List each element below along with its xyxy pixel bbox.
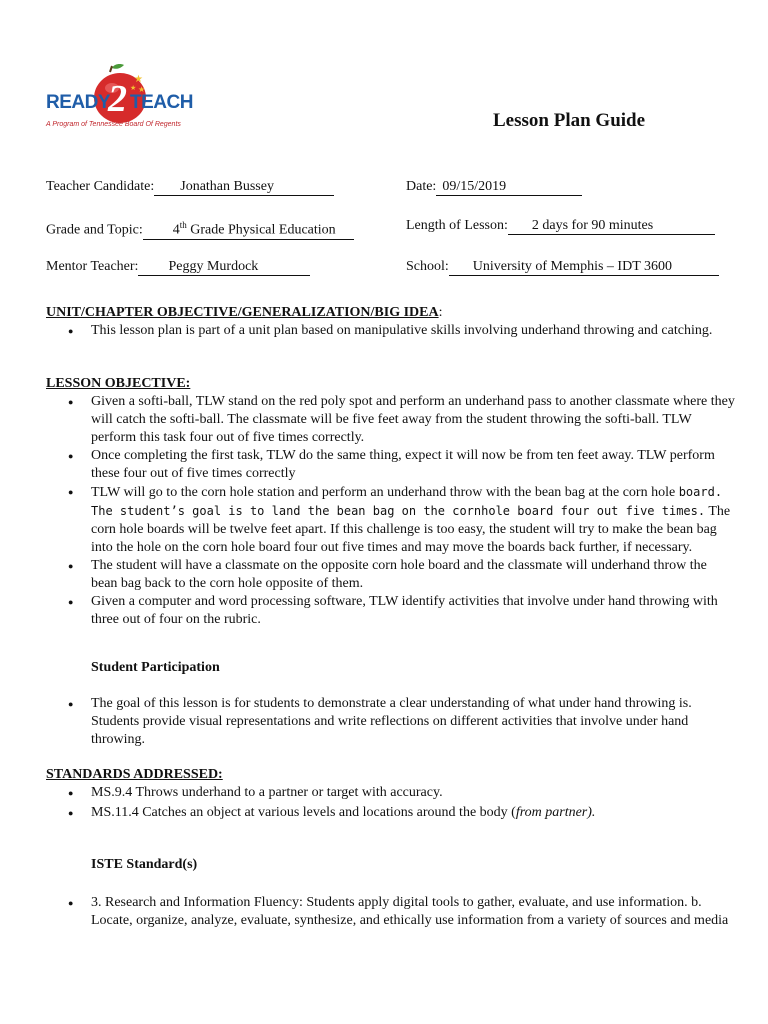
list-item: [46, 804, 736, 822]
school-field: [406, 259, 719, 276]
school-label: School:: [406, 259, 449, 274]
logo-numeral: 2: [108, 78, 127, 120]
list-item-text: TLW will go to the corn hole station and perform an underhand throw with the bean bag at the corn hole: [91, 485, 676, 500]
grade-suffix: th: [179, 220, 187, 230]
standards-heading: STANDARDS ADDRESSED:: [46, 767, 223, 782]
list-item: ● Given a computer and word processing software, TLW identify activities that involve under hand throwing with three out of four on the rubric.: [46, 593, 736, 629]
list-item: [46, 483, 736, 557]
length-field: [406, 218, 715, 235]
unit-objective-heading: UNIT/CHAPTER OBJECTIVE/GENERALIZATION/BIG IDEA: [46, 305, 439, 320]
list-item-text-handwriting: board. The student’s goal is to land the bean bag on the cornhole board four out five times.: [91, 485, 723, 518]
list-item: ● The goal of this lesson is for students to demonstrate a clear understanding of what under hand throwing is. Students provide visual representations and write reflections on different activities that involve under hand throwing.: [46, 695, 736, 749]
length-label: Length of Lesson:: [406, 218, 508, 233]
list-item-emphasis: from partner).: [515, 805, 596, 820]
list-item-text: MS.11.4 Catches an object at various levels and locations around the body (: [91, 805, 516, 820]
logo-tagline: A Program of Tennessee Board Of Regents: [46, 121, 181, 128]
unit-objective-section: [46, 304, 736, 340]
teacher-candidate-value: Jonathan Bussey: [154, 180, 334, 196]
mentor-teacher-label: Mentor Teacher:: [46, 259, 139, 274]
school-value: University of Memphis – IDT 3600: [449, 260, 719, 276]
teacher-candidate-label: Teacher Candidate:: [46, 179, 155, 194]
teacher-candidate-field: [46, 179, 334, 196]
list-item: ● MS.9.4 Throws underhand to a partner or target with accuracy.: [46, 784, 736, 802]
list-item: ● Given a softi-ball, TLW stand on the red poly spot and perform an underhand pass to another classmate where they will catch the softi-ball. The classmate will be five feet away from the student throwing the softi-ball. TLW perform this task four out of five times correctly.: [46, 393, 736, 447]
student-participation-section: [46, 659, 736, 749]
grade-topic-field: [46, 218, 354, 240]
svg-text:★: ★: [130, 84, 137, 92]
date-field: [406, 179, 582, 196]
list-item: ● Once completing the first task, TLW do the same thing, expect it will now be from ten feet away. TLW perform these four out of five times correctly: [46, 447, 736, 483]
lesson-objective-heading: LESSON OBJECTIVE:: [46, 376, 191, 391]
unit-heading-colon: :: [438, 305, 443, 320]
mentor-teacher-field: [46, 259, 310, 276]
logo-text-right: TEACH: [130, 92, 193, 113]
iste-section: [46, 856, 736, 930]
grade-topic-text: Grade Physical Education: [186, 222, 336, 238]
list-item: ● This lesson plan is part of a unit plan based on manipulative skills involving underhand throwing and catching.: [46, 322, 736, 340]
date-value: 09/15/2019: [436, 180, 582, 196]
standards-section: [46, 766, 736, 822]
svg-text:★: ★: [134, 74, 143, 85]
grade-topic-label: Grade and Topic:: [46, 222, 143, 238]
lesson-objective-section: [46, 375, 736, 629]
grade-topic-value: [143, 218, 354, 240]
list-item: ● 3. Research and Information Fluency: Students apply digital tools to gather, evaluate, and use information. b. Locate, organize, analyze, evaluate, synthesize, and ethically use information from a variety of sources and media: [46, 894, 736, 930]
grade-number: 4: [172, 222, 180, 238]
list-item-text: The corn hole boards will be twelve feet apart. If this challenge is too easy, the student will try to make the bean bag into the hole on the corn hole board four out five times and may move the boards back further, if necessary.: [91, 504, 731, 555]
student-participation-heading: Student Participation: [91, 660, 220, 675]
page-title: Lesson Plan Guide: [493, 110, 646, 131]
length-value: 2 days for 90 minutes: [508, 219, 715, 235]
list-item: ● The student will have a classmate on the opposite corn hole board and the classmate will underhand throw the bean bag back to the corn hole opposite of them.: [46, 557, 736, 593]
unit-objective-heading-row: [46, 304, 736, 322]
mentor-teacher-value: Peggy Murdock: [138, 260, 310, 276]
iste-heading: ISTE Standard(s): [91, 857, 198, 872]
logo-text-left: READY: [46, 92, 111, 113]
date-label: Date:: [406, 179, 437, 194]
svg-text:★: ★: [138, 85, 146, 94]
